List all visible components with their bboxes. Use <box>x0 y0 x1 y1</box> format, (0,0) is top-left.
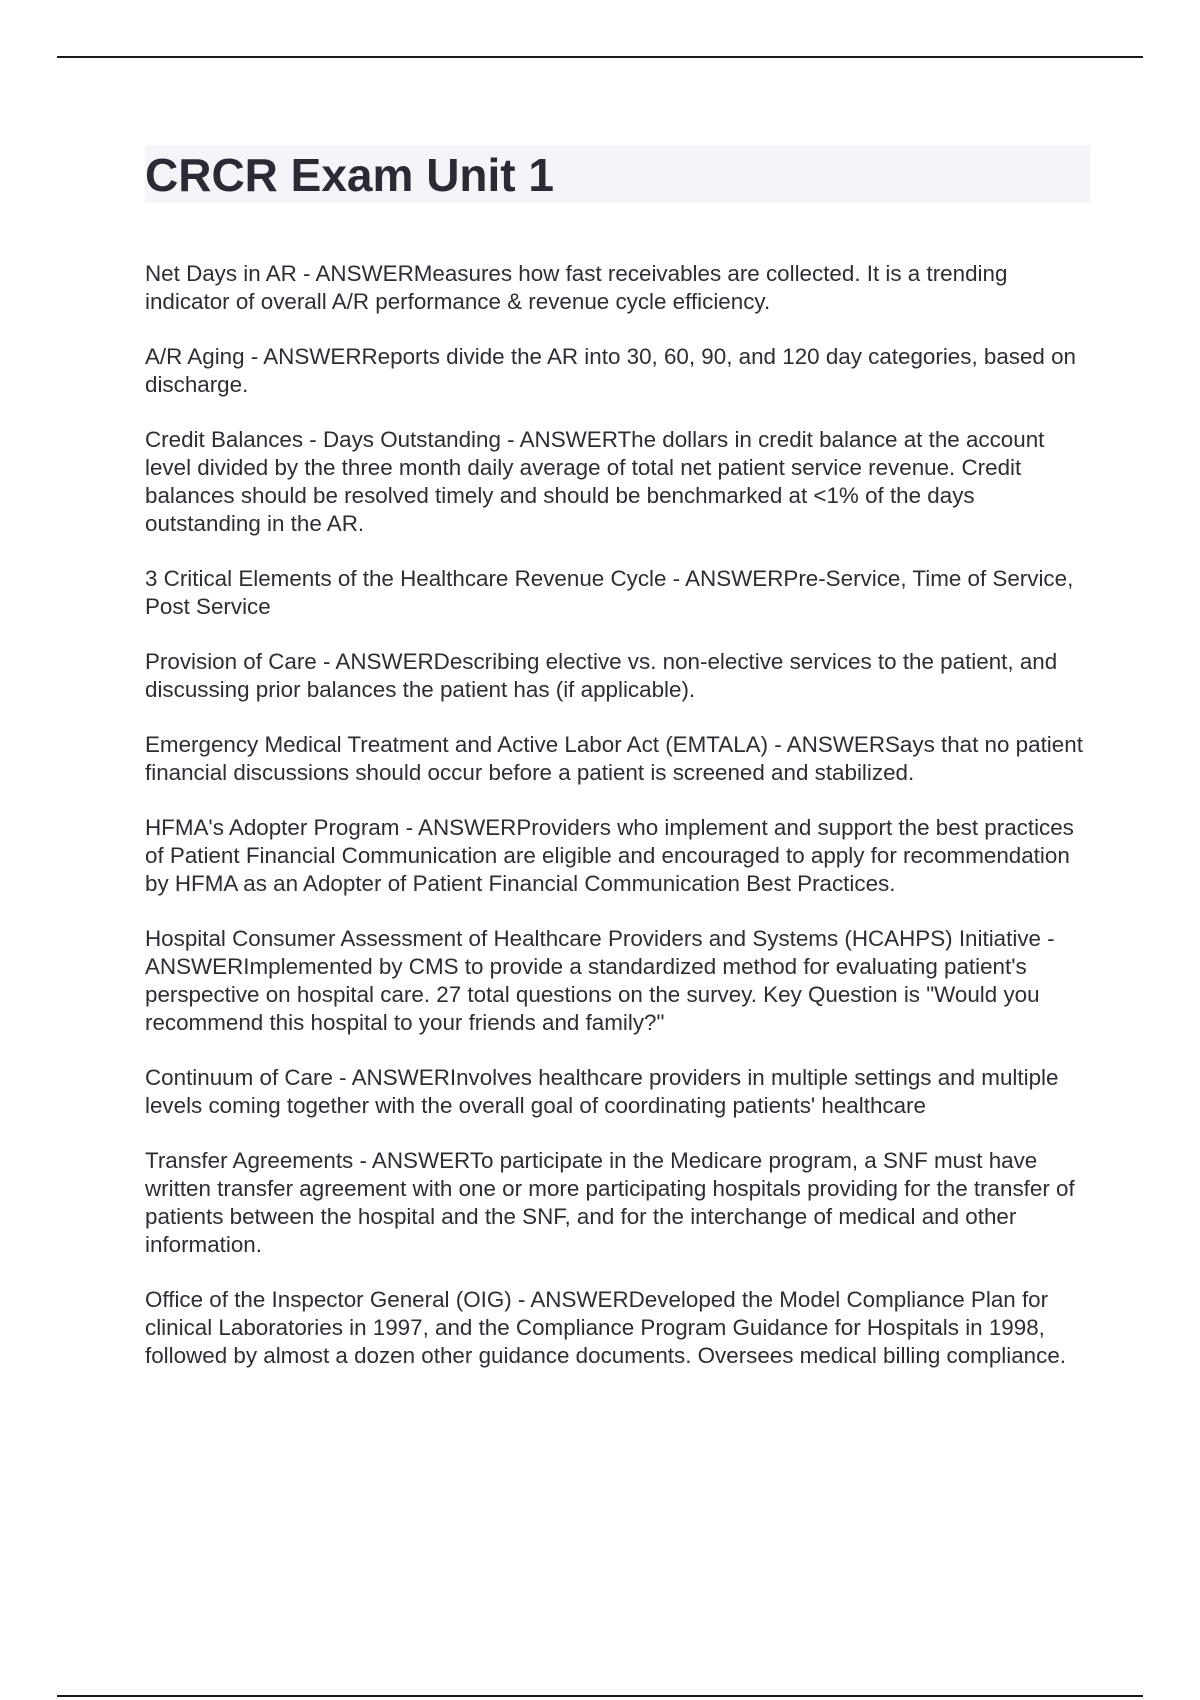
qa-entry-continuum-of-care: Continuum of Care - ANSWERInvolves healthcare providers in multiple settings and multiple levels coming together with the overall goal of coordinating patients' healthcare <box>145 1065 1059 1118</box>
qa-entry-transfer-agreements: Transfer Agreements - ANSWERTo participate in the Medicare program, a SNF must have written transfer agreement with one or more participating hospitals providing for the transfer of patients between the hospital and the SNF, and for the interchange of medical and other information. <box>145 1148 1075 1257</box>
qa-entry-hcahps: Hospital Consumer Assessment of Healthcare Providers and Systems (HCAHPS) Initiative - ANSWERImplemented by CMS to provide a standardized method for evaluating patient's perspective on hospital care. 27 total questions on the survey. Key Question is "Would you recommend this hospital to your friends and family?" <box>145 926 1055 1035</box>
page-title: CRCR Exam Unit 1 <box>145 145 1090 203</box>
qa-entry-credit-balances: Credit Balances - Days Outstanding - ANSWERThe dollars in credit balance at the account level divided by the three month daily average of total net patient service revenue. Credit balances should be resolved timely and should be benchmarked at <1% of the days outstanding in the AR. <box>145 427 1045 536</box>
qa-list <box>145 260 1090 1370</box>
qa-entry-critical-elements: 3 Critical Elements of the Healthcare Revenue Cycle - ANSWERPre-Service, Time of Service, Post Service <box>145 566 1074 619</box>
bottom-rule <box>57 1695 1143 1697</box>
document-body <box>145 145 1090 1397</box>
qa-entry-net-days-in-ar: Net Days in AR - ANSWERMeasures how fast receivables are collected. It is a trending indicator of overall A/R performance & revenue cycle efficiency. <box>145 261 1008 314</box>
qa-entry-provision-of-care: Provision of Care - ANSWERDescribing elective vs. non-elective services to the patient, and discussing prior balances the patient has (if applicable). <box>145 649 1058 702</box>
qa-entry-oig: Office of the Inspector General (OIG) - ANSWERDeveloped the Model Compliance Plan for clinical Laboratories in 1997, and the Compliance Program Guidance for Hospitals in 1998, followed by almost a dozen other guidance documents. Oversees medical billing compliance. <box>145 1287 1067 1368</box>
top-rule <box>57 56 1143 58</box>
qa-entry-hfma-adopter: HFMA's Adopter Program - ANSWERProviders who implement and support the best practices of Patient Financial Communication are eligible and encouraged to apply for recommendation by HFMA as an Adopter of Patient Financial Communication Best Practices. <box>145 815 1074 896</box>
qa-entry-ar-aging: A/R Aging - ANSWERReports divide the AR into 30, 60, 90, and 120 day categories, based on discharge. <box>145 344 1077 397</box>
qa-entry-emtala: Emergency Medical Treatment and Active Labor Act (EMTALA) - ANSWERSays that no patient financial discussions should occur before a patient is screened and stabilized. <box>145 732 1083 785</box>
